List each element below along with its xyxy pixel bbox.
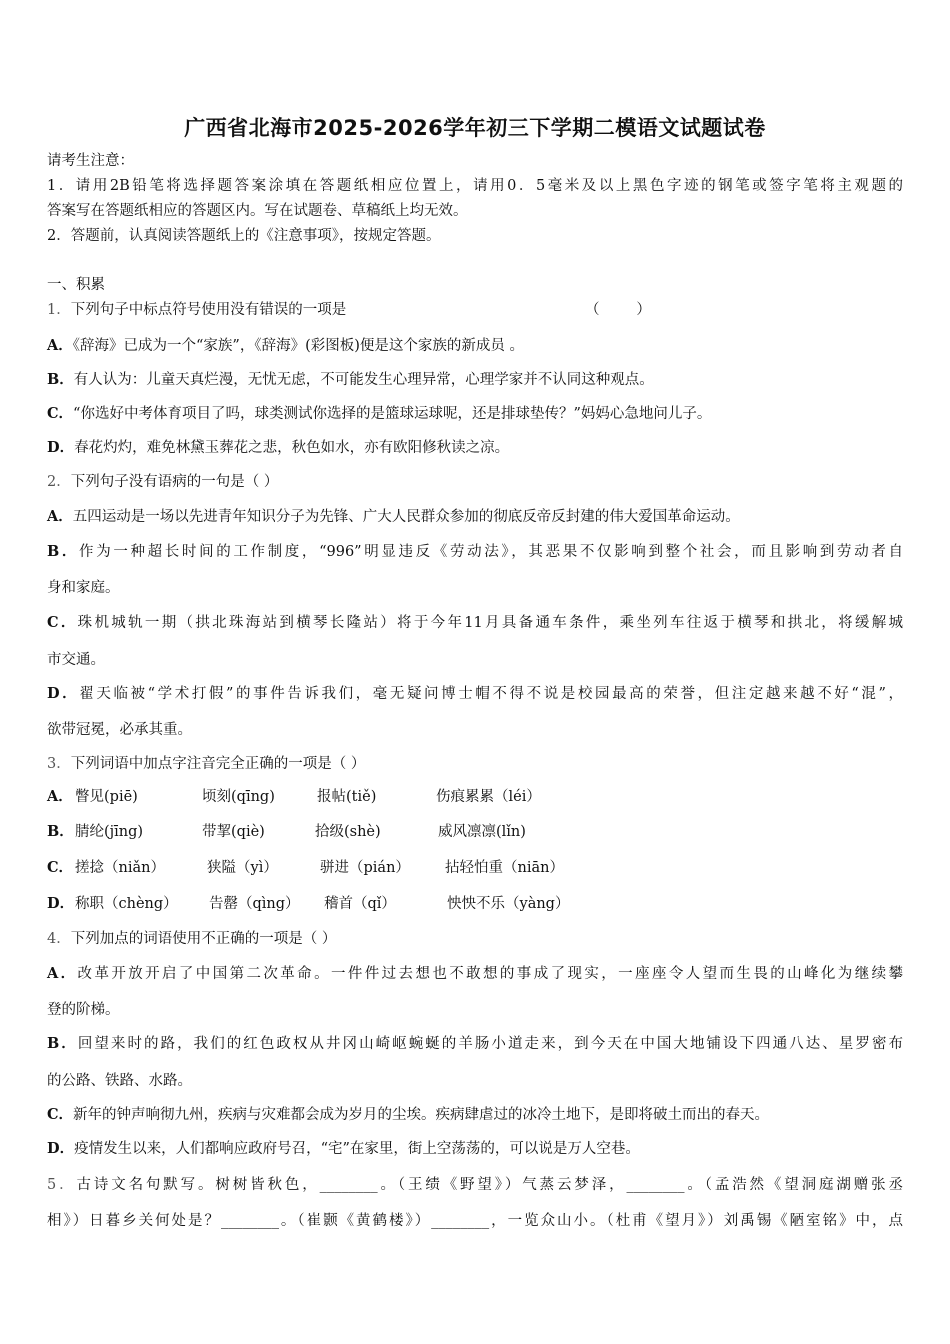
question-2-option-a bbox=[47, 507, 740, 527]
option-text: 新年的钟声响彻九州，疾病与灾难都会成为岁月的尘埃。疾病肆虐过的冰冷土地下，是即将破土而出的春天。 bbox=[73, 1107, 770, 1123]
question-5-line-1 bbox=[47, 1175, 903, 1195]
option-word: 稽首（qǐ） bbox=[324, 896, 396, 912]
notice-item-1-line-2: 答案写在答题纸相应的答题区内。写在试题卷、草稿纸上均无效。 bbox=[47, 203, 468, 219]
option-text: 翟天临被“学术打假”的事件告诉我们，毫无疑问博士帽不得不说是校园最高的荣誉，但注定越来越不好“混”， bbox=[79, 686, 903, 702]
question-2-number: 2． bbox=[47, 474, 71, 490]
section-heading: 一、积累 bbox=[47, 277, 105, 293]
option-text: 疫情发生以来，人们都响应政府号召，“宅”在家里，街上空荡荡的，可以说是万人空巷。 bbox=[74, 1141, 640, 1157]
question-1-stem bbox=[47, 300, 346, 320]
question-5-number: 5． bbox=[47, 1177, 77, 1193]
question-3-text: 下列词语中加点字注音完全正确的一项是（ ） bbox=[70, 756, 366, 772]
question-4-option-d bbox=[47, 1139, 640, 1159]
option-label: D． bbox=[47, 439, 75, 456]
option-word: 告罄（qìng） bbox=[209, 896, 300, 912]
option-text: 回望来时的路，我们的红色政权从井冈山崎岖蜿蜒的羊肠小道走来，到今天在中国大地铺设下四通八达、星罗密布 bbox=[77, 1036, 903, 1052]
question-4-option-c bbox=[47, 1105, 769, 1125]
option-word: 拾级(shè) bbox=[315, 824, 381, 840]
question-2-text: 下列句子没有语病的一句是（ ） bbox=[70, 474, 279, 490]
option-word: 腈纶(jīng) bbox=[75, 824, 144, 840]
option-label: A． bbox=[47, 508, 73, 525]
option-label: B． bbox=[47, 1035, 78, 1052]
question-1-number: 1． bbox=[47, 302, 71, 318]
option-word: 伤痕累累（léi） bbox=[436, 789, 541, 805]
option-word: 骈进（pián） bbox=[320, 860, 410, 876]
option-label: C． bbox=[47, 1106, 74, 1123]
option-label: B． bbox=[47, 371, 74, 388]
notice-item-1-line-1: 1．请用2B铅笔将选择题答案涂填在答题纸相应位置上，请用0．5毫米及以上黑色字迹的钢笔或签字笔将主观题的 bbox=[47, 178, 903, 194]
option-label: C． bbox=[47, 614, 78, 631]
question-1-option-c bbox=[47, 404, 711, 424]
question-5-text: 古诗文名句默写。树树皆秋色，________。（王绩《野望》）气蒸云梦泽，________。（孟浩然《望洞庭湖赠张丞 bbox=[76, 1177, 903, 1193]
option-text: 改革开放开启了中国第二次革命。一件件过去想也不敢想的事成了现实，一座座令人望而生畏的山峰化为继续攀 bbox=[77, 966, 903, 982]
question-2-option-d-cont: 欲带冠冕，必承其重。 bbox=[47, 722, 192, 738]
question-2-option-c bbox=[47, 613, 903, 633]
option-word: 顷刻(qīng) bbox=[202, 789, 275, 805]
option-text: 作为一种超长时间的工作制度，“996”明显违反《劳动法》，其恶果不仅影响到整个社会，而且影响到劳动者自 bbox=[79, 544, 903, 560]
question-1-text: 下列句子中标点符号使用没有错误的一项是 bbox=[70, 302, 347, 318]
option-text: 有人认为：儿童天真烂漫，无忧无虑，不可能发生心理异常，心理学家并不认同这种观点。 bbox=[73, 372, 654, 388]
question-1-option-a bbox=[47, 336, 524, 356]
question-5-line-2: 相》）日暮乡关何处是？________。（崔颢《黄鹤楼》）________，一览众山小。（杜甫《望月》）刘禹锡《陋室铭》中，点 bbox=[47, 1213, 903, 1229]
option-label: C． bbox=[47, 859, 74, 876]
option-text: 珠机城轨一期（拱北珠海站到横琴长隆站）将于今年11月具备通车条件，乘坐列车往返于横琴和拱北，将缓解城 bbox=[77, 615, 903, 631]
option-word: 拈轻怕重（niān） bbox=[445, 860, 564, 876]
page-title: 广西省北海市2025-2026学年初三下学期二模语文试题试卷 bbox=[184, 116, 766, 140]
question-1-answer-paren: （ ） bbox=[585, 302, 651, 318]
question-2-option-b-cont: 身和家庭。 bbox=[47, 580, 120, 596]
option-label: D． bbox=[47, 895, 75, 912]
option-word: 称职（chèng） bbox=[75, 896, 178, 912]
option-word: 搓捻（niǎn） bbox=[75, 860, 165, 876]
question-3-number: 3． bbox=[47, 756, 71, 772]
option-word: 狭隘（yì） bbox=[207, 860, 278, 876]
option-text: “你选好中考体育项目了吗，球类测试你选择的是篮球运球呢，还是排球垫传？”妈妈心急地问儿子。 bbox=[73, 406, 712, 422]
option-text: 五四运动是一场以先进青年知识分子为先锋、广大人民群众参加的彻底反帝反封建的伟大爱国革命运动。 bbox=[72, 509, 740, 525]
question-2-option-c-cont: 市交通。 bbox=[47, 652, 105, 668]
option-label: C． bbox=[47, 405, 74, 422]
question-4-stem bbox=[47, 929, 336, 949]
option-label: D． bbox=[47, 685, 80, 702]
question-2-option-b bbox=[47, 542, 903, 562]
option-text: 春花灼灼，难免林黛玉葬花之悲，秋色如水，亦有欧阳修秋读之凉。 bbox=[74, 440, 510, 456]
question-4-option-a bbox=[47, 964, 903, 984]
question-3-stem bbox=[47, 754, 365, 774]
option-label: B． bbox=[47, 823, 74, 840]
question-4-number: 4． bbox=[47, 931, 71, 947]
question-4-option-b-cont: 的公路、铁路、水路。 bbox=[47, 1073, 192, 1089]
question-2-stem bbox=[47, 472, 278, 492]
question-4-option-a-cont: 登的阶梯。 bbox=[47, 1002, 120, 1018]
option-word: 带挈(qiè) bbox=[202, 824, 265, 840]
option-word: 报帖(tiě) bbox=[317, 789, 377, 805]
question-4-text: 下列加点的词语使用不正确的一项是（ ） bbox=[70, 931, 337, 947]
question-1-option-d bbox=[47, 438, 509, 458]
option-label: A． bbox=[47, 965, 78, 982]
question-4-option-b bbox=[47, 1034, 903, 1054]
option-label: A． bbox=[47, 788, 73, 805]
option-word: 瞥见(piē) bbox=[75, 789, 138, 805]
question-1-option-b bbox=[47, 370, 654, 390]
option-text: 《辞海》已成为一个“家族”，《辞海》(彩图板)便是这个家族的新成员 。 bbox=[72, 338, 525, 354]
question-2-option-d bbox=[47, 684, 903, 704]
option-word: 威风凛凛(lǐn) bbox=[438, 824, 526, 840]
option-label: B． bbox=[47, 543, 80, 560]
option-label: D． bbox=[47, 1140, 75, 1157]
notice-item-2: 2．答题前，认真阅读答题纸上的《注意事项》，按规定答题。 bbox=[47, 228, 441, 244]
notice-heading: 请考生注意： bbox=[47, 153, 134, 169]
option-word: 怏怏不乐（yàng） bbox=[447, 896, 570, 912]
option-label: A． bbox=[47, 337, 73, 354]
